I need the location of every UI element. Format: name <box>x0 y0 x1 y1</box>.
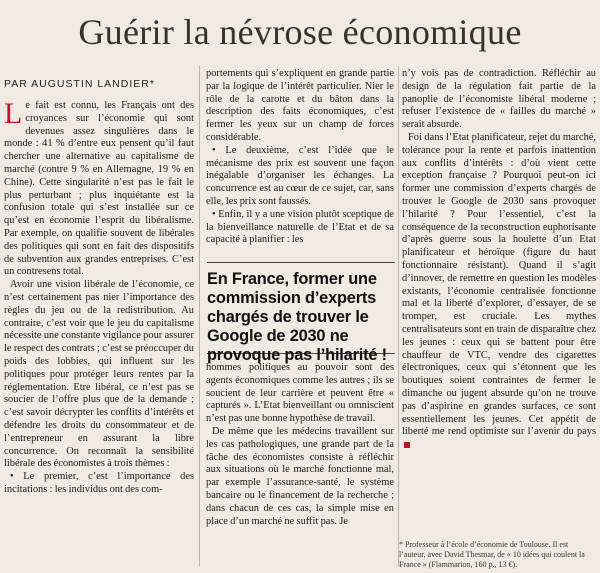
end-mark-icon <box>404 442 410 448</box>
paragraph: De même que les médecins travaillent sur les cas pathologiques, une grande part de la tâche des économistes consiste à réfléchir aux situations où le marché fonctionne mal, par exemple l’assurance-santé, le système bancaire ou le financement de la recherche ; dans chacun de ces cas, la simple mise en place d’un marché ne suffit pas. Je <box>206 425 394 527</box>
column-1 <box>4 97 194 497</box>
pullquote-rule-top <box>207 262 395 263</box>
paragraph: n’y vois pas de contradiction. Réfléchir au design de la régulation fait partie de la panoplie de l’économiste libéral moderne ; refuser l’existence de « failles du marché » serait absurde. <box>402 68 596 131</box>
byline: PAR AUGUSTIN LANDIER* <box>4 78 155 90</box>
pullquote: En France, former une commission d’experts chargés de trouver le Google de 2030 ne provoque pas l’hilarité ! <box>207 270 387 364</box>
column-divider <box>199 66 200 566</box>
paragraph: • Enfin, il y a une vision plutôt sceptique de la bienveillance naturelle de l’Etat et de sa capacité à planifier : les <box>206 208 394 246</box>
headline: Guérir la névrose économique <box>78 12 522 52</box>
paragraph: Le fait est connu, les Français ont des croyances sur l’économie qui sont devenues assez singulières dans le monde : 41 % d’entre eux pensent qu’il faut chercher une alternative au capitalisme de marché (contre 9 % en Allemagne, 19 % en Chine). Cette singularité n’est pas le fait le plus perturbant ; plus inquiétante est la confusion totale qui s’est installée sur ce qu’est en économie l’esprit du libéralisme. Par exemple, on qualifie souvent de libérales des politiques qui sont en fait des dispositifs de subvention aux grandes entreprises. C’est un contresens total. <box>4 97 194 278</box>
paragraph: portements qui s’expliquent en grande partie par la logique de l’intérêt particulier. Nier le rôle de la carotte et du bâton dans la description des faits économiques, c’est fermer les yeux sur un champ de forces considérable. <box>206 68 394 143</box>
column-divider <box>398 66 399 566</box>
footnote: * Professeur à l’école d’économie de Toulouse. Il est l’auteur, avec David Thesmar, de « 10 idées qui coulent la France » (Flammarion, 160 p., 13 €). <box>399 540 585 569</box>
dropcap: L <box>4 97 23 130</box>
paragraph: hommes politiques au pouvoir sont des agents économiques comme les autres ; ils se soucient de leur carrière et peuvent être « capturés ». L’Etat bienveillant ou omniscient n’est pas une bonne hypothèse de travail. <box>206 362 394 425</box>
column-3 <box>402 68 596 452</box>
paragraph: • Le deuxième, c’est l’idée que le mécanisme des prix est souvent une façon inégalable d’organiser les échanges. La concurrence est au cœur de ce sujet, car, sans elle, les prix sont faussés. <box>206 144 394 207</box>
column-2-bottom <box>206 362 394 528</box>
column-2-top <box>206 68 394 247</box>
paragraph: • Le premier, c’est l’importance des incitations : les individus ont des com- <box>4 471 194 495</box>
paragraph: Foi dans l’Etat planificateur, rejet du marché, tolérance pour la rente et parfois inattention aux conflits d’intérêts : d’où vient cette exception française ? Pourquoi peut-on ici former une commission d’experts chargés de trouver le Google de 2030 sans provoquer l’hilarité ? Pour l’essentiel, c’est la conséquence de la reconstruction euphorisante d’après guerre sous la houlette d’un Etat planificateur et héroïque (figure du haut fonctionnaire résistant). Quand il s’agit d’innover, de remettre en question les modèles existants, l’économie centralisée fonctionne mal et la liberté d’explorer, d’essayer, de se tromper, est cruciale. Les mythes centralisateurs sont en train de disparaître chez les jeunes : ceux qui se battent pour être chauffeur de VTC, vendre des cigarettes électroniques, ceux qui s’étonnent que les boutiques soient contraintes de fermer le dimanche ou jugent absurde qu’on ne trouve pas d’aspirine en grandes surfaces, ce sont essentiellement les jeunes. Cet appétit de liberté me rend optimiste sur l’avenir du pays <box>402 132 596 452</box>
paragraph: Avoir une vision libérale de l’économie, ce n’est certainement pas nier l’importance des règles du jeu ou de la redistribution. Au contraire, c’est voir que le jeu du capitalisme nécessite une constante vigilance pour assurer le respect des contrats ; c’est se préoccuper du poids des lobbies, qui influent sur les politiques pour protéger leurs rentes par la réglementation. Etre libéral, ce n’est pas se soucier de l’offre plus que de la demande ; c’est savoir décrypter les conflits d’intérêts et défendre les droits du consommateur et de l’entrepreneur en assurant la libre concurrence. On reconnaît la sensibilité libérale des économistes à trois thèmes : <box>4 279 194 470</box>
